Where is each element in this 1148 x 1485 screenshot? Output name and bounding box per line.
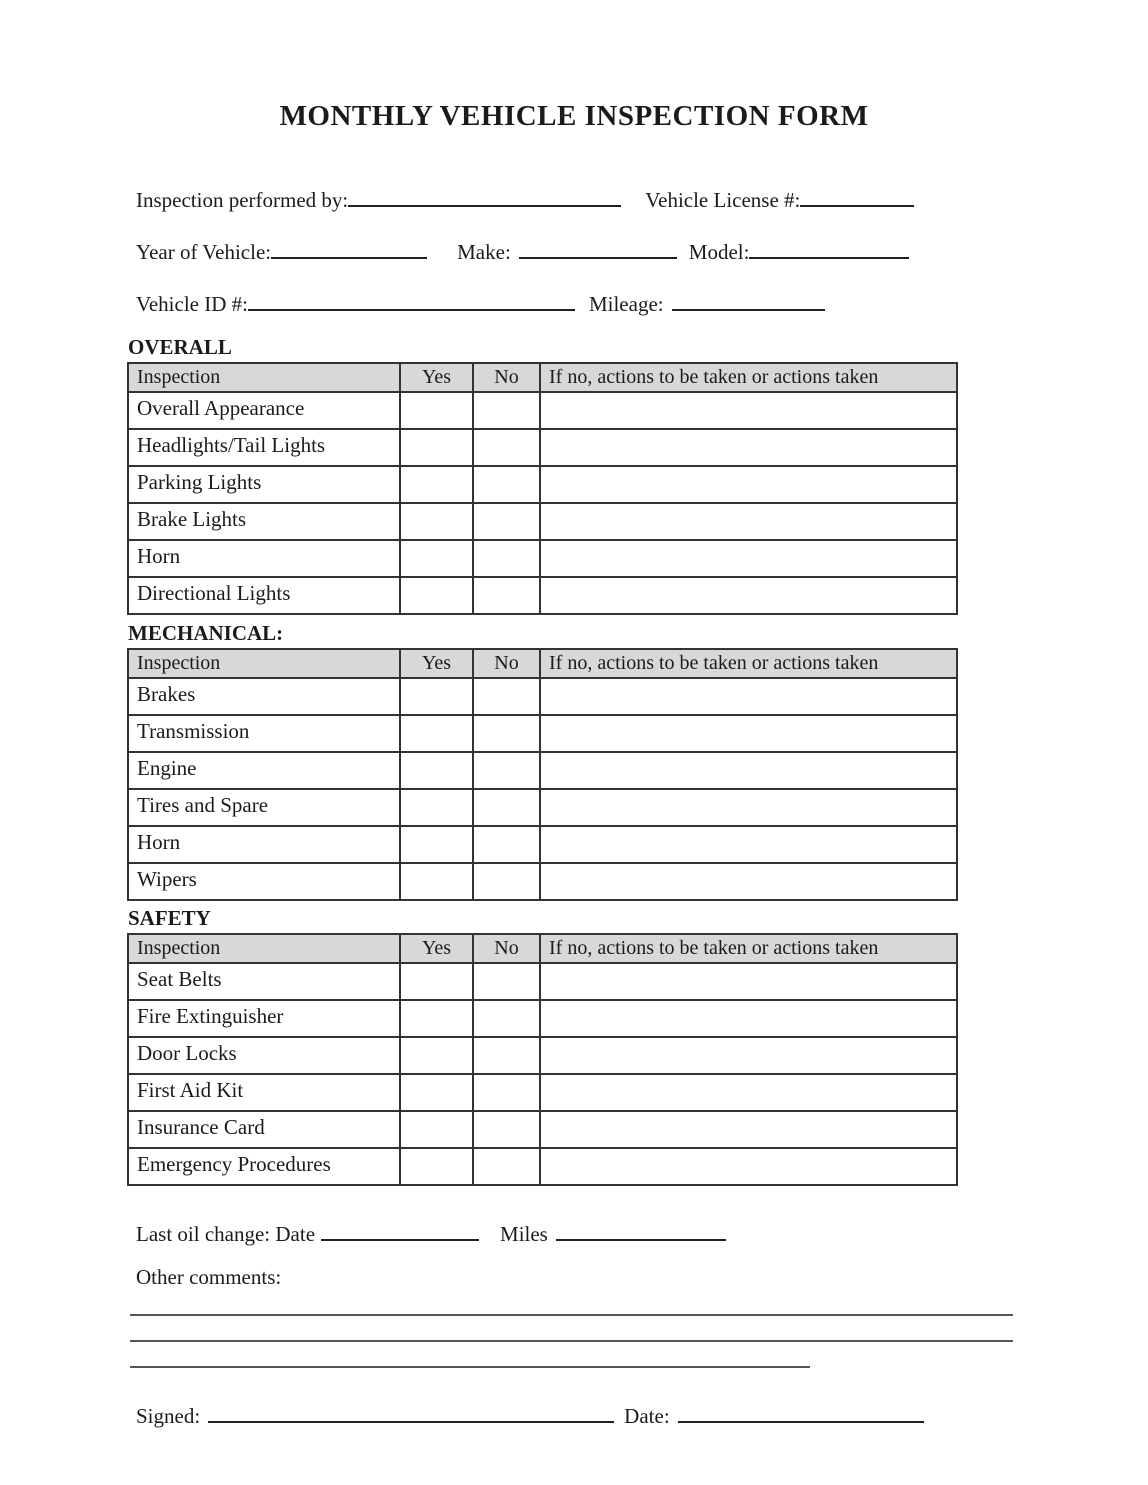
model-label: Model: (688, 240, 750, 264)
actions-column-header: If no, actions to be taken or actions taken (540, 649, 957, 678)
actions-cell[interactable] (540, 963, 957, 1000)
mechanical-inspection-table (127, 648, 958, 901)
signature-date-label: Date: (624, 1404, 670, 1428)
table-row (128, 789, 957, 826)
table-row (128, 826, 957, 863)
inspection-item-label: Brake Lights (128, 503, 400, 540)
table-row (128, 1037, 957, 1074)
yes-cell[interactable] (400, 429, 473, 466)
other-comments-label: Other comments: (136, 1265, 282, 1289)
table-row (128, 1000, 957, 1037)
inspection-item-label: Horn (128, 540, 400, 577)
make-input[interactable] (519, 236, 677, 259)
inspection-column-header: Inspection (128, 649, 400, 678)
performed-by-label: Inspection performed by: (136, 188, 349, 212)
no-cell[interactable] (473, 1148, 540, 1185)
inspection-item-label: Directional Lights (128, 577, 400, 614)
no-cell[interactable] (473, 826, 540, 863)
no-cell[interactable] (473, 392, 540, 429)
actions-cell[interactable] (540, 715, 957, 752)
table-row (128, 752, 957, 789)
no-cell[interactable] (473, 789, 540, 826)
no-cell[interactable] (473, 1074, 540, 1111)
actions-cell[interactable] (540, 1037, 957, 1074)
oil-change-date-input[interactable] (321, 1218, 479, 1241)
yes-cell[interactable] (400, 752, 473, 789)
last-oil-change-row (136, 1218, 1148, 1248)
signed-label: Signed: (136, 1404, 201, 1428)
yes-cell[interactable] (400, 789, 473, 826)
table-row (128, 503, 957, 540)
vehicle-id-input[interactable] (248, 288, 575, 311)
comments-line-2[interactable] (130, 1340, 1013, 1342)
yes-column-header: Yes (400, 649, 473, 678)
inspection-item-label: Door Locks (128, 1037, 400, 1074)
inspection-item-label: Engine (128, 752, 400, 789)
mileage-input[interactable] (672, 288, 825, 311)
actions-cell[interactable] (540, 826, 957, 863)
actions-cell[interactable] (540, 1000, 957, 1037)
inspection-item-label: Insurance Card (128, 1111, 400, 1148)
table-row (128, 577, 957, 614)
no-cell[interactable] (473, 1111, 540, 1148)
no-cell[interactable] (473, 1000, 540, 1037)
comments-line-3[interactable] (130, 1366, 810, 1368)
actions-cell[interactable] (540, 678, 957, 715)
no-cell[interactable] (473, 678, 540, 715)
table-row (128, 1111, 957, 1148)
no-cell[interactable] (473, 752, 540, 789)
actions-cell[interactable] (540, 392, 957, 429)
yes-cell[interactable] (400, 678, 473, 715)
oil-change-miles-input[interactable] (556, 1218, 726, 1241)
section-heading-overall: OVERALL (128, 335, 232, 359)
yes-cell[interactable] (400, 1037, 473, 1074)
actions-cell[interactable] (540, 1148, 957, 1185)
inspection-item-label: Headlights/Tail Lights (128, 429, 400, 466)
yes-column-header: Yes (400, 934, 473, 963)
inspection-item-label: First Aid Kit (128, 1074, 400, 1111)
mileage-label: Mileage: (588, 292, 664, 316)
no-cell[interactable] (473, 540, 540, 577)
inspection-item-label: Parking Lights (128, 466, 400, 503)
no-cell[interactable] (473, 429, 540, 466)
actions-cell[interactable] (540, 1074, 957, 1111)
inspection-column-header: Inspection (128, 363, 400, 392)
actions-cell[interactable] (540, 429, 957, 466)
actions-column-header: If no, actions to be taken or actions taken (540, 363, 957, 392)
signature-date-input[interactable] (678, 1400, 924, 1423)
table-row (128, 466, 957, 503)
yes-cell[interactable] (400, 1000, 473, 1037)
inspection-item-label: Transmission (128, 715, 400, 752)
yes-cell[interactable] (400, 1111, 473, 1148)
table-row (128, 678, 957, 715)
actions-cell[interactable] (540, 863, 957, 900)
no-cell[interactable] (473, 503, 540, 540)
year-input[interactable] (271, 236, 427, 259)
safety-inspection-table (127, 933, 958, 1186)
yes-cell[interactable] (400, 577, 473, 614)
table-header-row (128, 649, 957, 678)
table-row (128, 392, 957, 429)
inspection-item-label: Overall Appearance (128, 392, 400, 429)
no-column-header: No (473, 363, 540, 392)
table-row (128, 1148, 957, 1185)
actions-cell[interactable] (540, 752, 957, 789)
signature-row (136, 1400, 1148, 1430)
no-cell[interactable] (473, 466, 540, 503)
comments-line-1[interactable] (130, 1314, 1013, 1316)
overall-inspection-table (127, 362, 958, 615)
no-column-header: No (473, 649, 540, 678)
yes-cell[interactable] (400, 503, 473, 540)
table-row (128, 715, 957, 752)
signed-input[interactable] (208, 1400, 614, 1423)
table-row (128, 863, 957, 900)
no-cell[interactable] (473, 1037, 540, 1074)
page-title: MONTHLY VEHICLE INSPECTION FORM (279, 100, 869, 132)
no-column-header: No (473, 934, 540, 963)
section-heading-safety: SAFETY (128, 906, 211, 930)
performed-by-input[interactable] (348, 184, 621, 207)
no-cell[interactable] (473, 863, 540, 900)
inspection-item-label: Brakes (128, 678, 400, 715)
inspection-item-label: Horn (128, 826, 400, 863)
table-row (128, 540, 957, 577)
section-heading-mechanical: MECHANICAL: (128, 621, 284, 645)
table-row (128, 429, 957, 466)
actions-cell[interactable] (540, 540, 957, 577)
inspection-column-header: Inspection (128, 934, 400, 963)
yes-cell[interactable] (400, 826, 473, 863)
yes-cell[interactable] (400, 540, 473, 577)
inspection-item-label: Seat Belts (128, 963, 400, 1000)
yes-column-header: Yes (400, 363, 473, 392)
last-oil-change-label: Last oil change: Date (136, 1222, 316, 1246)
actions-column-header: If no, actions to be taken or actions taken (540, 934, 957, 963)
actions-cell[interactable] (540, 503, 957, 540)
table-row (128, 963, 957, 1000)
table-row (128, 1074, 957, 1111)
yes-cell[interactable] (400, 466, 473, 503)
no-cell[interactable] (473, 715, 540, 752)
no-cell[interactable] (473, 963, 540, 1000)
actions-cell[interactable] (540, 466, 957, 503)
yes-cell[interactable] (400, 1074, 473, 1111)
yes-cell[interactable] (400, 963, 473, 1000)
field-row-year-make-model (136, 236, 1148, 266)
no-cell[interactable] (473, 577, 540, 614)
yes-cell[interactable] (400, 715, 473, 752)
yes-cell[interactable] (400, 1148, 473, 1185)
vehicle-license-label: Vehicle License #: (645, 188, 801, 212)
actions-cell[interactable] (540, 789, 957, 826)
year-label: Year of Vehicle: (136, 240, 272, 264)
inspection-item-label: Wipers (128, 863, 400, 900)
inspection-item-label: Fire Extinguisher (128, 1000, 400, 1037)
yes-cell[interactable] (400, 863, 473, 900)
vehicle-license-input[interactable] (800, 184, 914, 207)
yes-cell[interactable] (400, 392, 473, 429)
field-row-performed-by (136, 184, 1148, 214)
actions-cell[interactable] (540, 1111, 957, 1148)
inspection-item-label: Tires and Spare (128, 789, 400, 826)
actions-cell[interactable] (540, 577, 957, 614)
table-header-row (128, 363, 957, 392)
field-row-vehicle-id (136, 288, 1148, 318)
inspection-item-label: Emergency Procedures (128, 1148, 400, 1185)
miles-label: Miles (500, 1222, 548, 1246)
model-input[interactable] (749, 236, 909, 259)
table-header-row (128, 934, 957, 963)
make-label: Make: (457, 240, 511, 264)
vehicle-id-label: Vehicle ID #: (136, 292, 248, 316)
